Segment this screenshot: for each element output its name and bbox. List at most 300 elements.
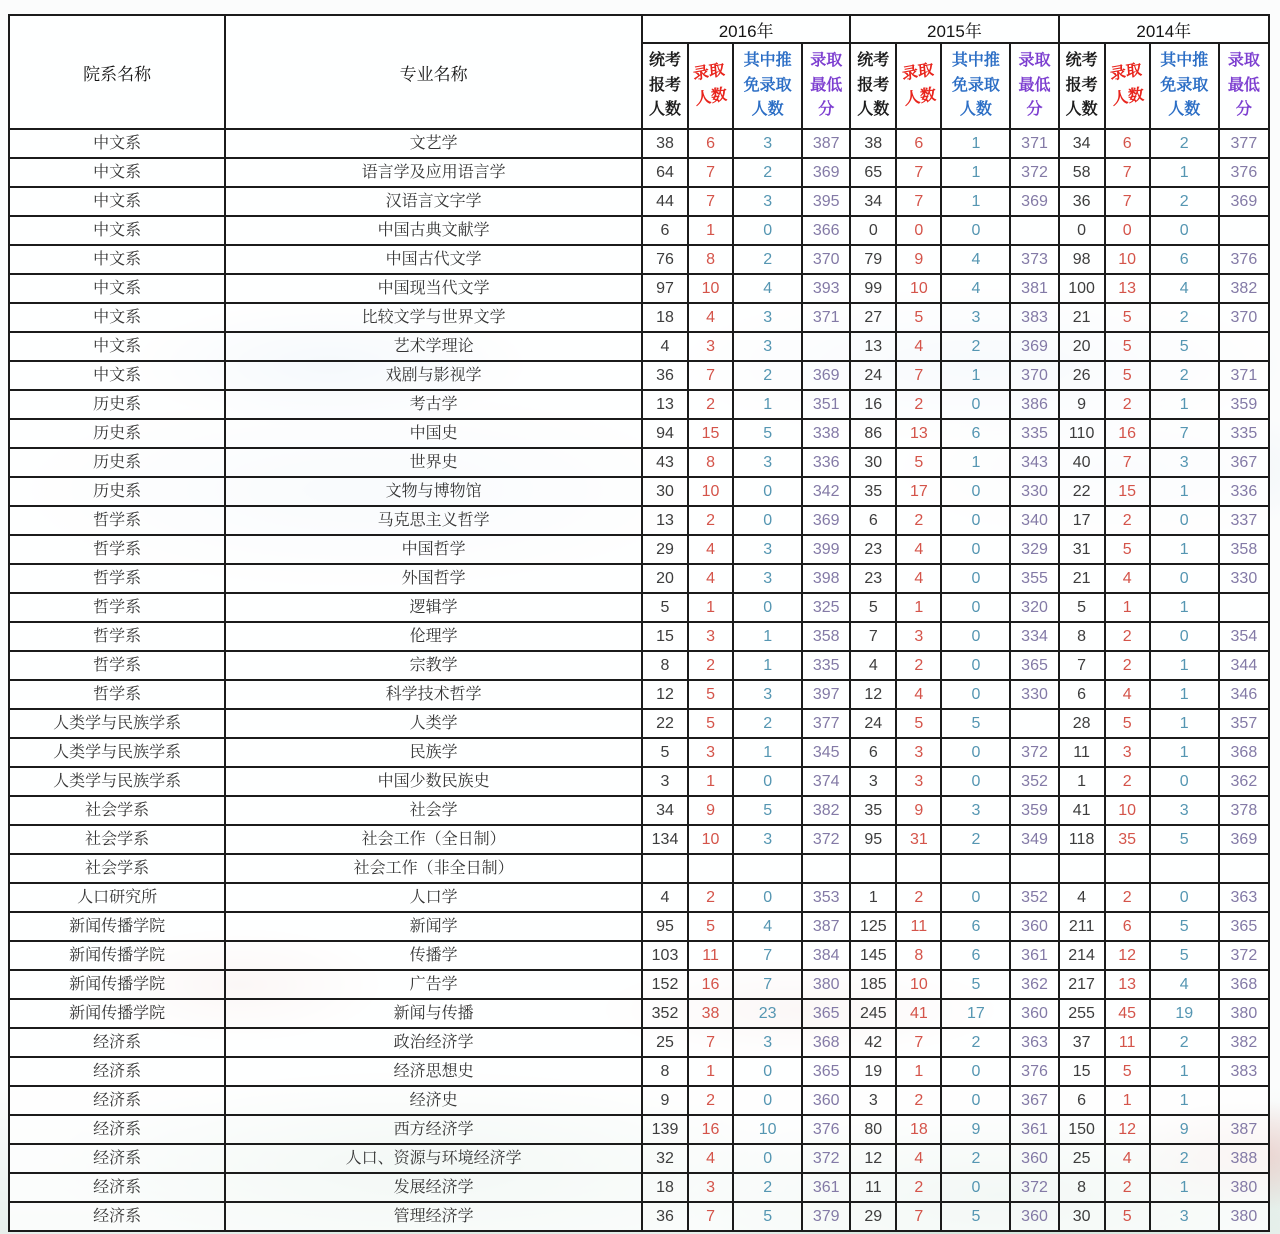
exempt-admitted-cell: 2 (941, 1028, 1010, 1057)
min-score-cell: 380 (1219, 1202, 1269, 1231)
exempt-admitted-cell: 0 (941, 593, 1010, 622)
stat-applicants-cell: 25 (1059, 1144, 1105, 1173)
admitted-cell: 7 (1105, 158, 1150, 187)
min-score-cell: 369 (1219, 187, 1269, 216)
exempt-admitted-cell: 5 (941, 709, 1010, 738)
stat-applicants-cell: 7 (1059, 651, 1105, 680)
exempt-admitted-cell: 0 (1150, 506, 1219, 535)
header-year-2015: 2015年 (850, 15, 1058, 43)
table-row (9, 796, 1269, 825)
admitted-cell: 8 (688, 245, 733, 274)
stat-applicants-cell: 65 (850, 158, 896, 187)
table-row (9, 419, 1269, 448)
stat-applicants-cell: 95 (642, 912, 688, 941)
min-score-cell: 342 (802, 477, 850, 506)
admitted-cell: 3 (688, 738, 733, 767)
stat-applicants-cell: 4 (1059, 883, 1105, 912)
min-score-cell: 381 (1010, 274, 1058, 303)
dept-cell: 哲学系 (9, 651, 225, 680)
table-row (9, 1173, 1269, 1202)
min-score-cell: 365 (802, 1057, 850, 1086)
dept-cell: 中文系 (9, 129, 225, 158)
stat-applicants-cell: 76 (642, 245, 688, 274)
admitted-cell: 4 (688, 564, 733, 593)
table-row (9, 593, 1269, 622)
min-score-cell (1219, 216, 1269, 245)
stat-applicants-cell: 6 (850, 738, 896, 767)
header-admitted-label: 录取人数 (692, 61, 729, 109)
dept-cell: 中文系 (9, 274, 225, 303)
exempt-admitted-cell: 1 (1150, 651, 1219, 680)
exempt-admitted-cell: 1 (1150, 477, 1219, 506)
admitted-cell: 1 (688, 767, 733, 796)
admitted-cell: 6 (688, 129, 733, 158)
admitted-cell: 0 (896, 216, 941, 245)
stat-applicants-cell: 29 (850, 1202, 896, 1231)
dept-cell: 哲学系 (9, 506, 225, 535)
major-cell: 科学技术哲学 (225, 680, 642, 709)
stat-applicants-cell: 217 (1059, 970, 1105, 999)
stat-applicants-cell: 28 (1059, 709, 1105, 738)
exempt-admitted-cell: 5 (733, 796, 802, 825)
stat-applicants-cell: 29 (642, 535, 688, 564)
exempt-admitted-cell: 0 (941, 1173, 1010, 1202)
exempt-admitted-cell: 3 (1150, 796, 1219, 825)
exempt-admitted-cell: 2 (733, 245, 802, 274)
admitted-cell: 5 (896, 448, 941, 477)
min-score-cell: 361 (1010, 941, 1058, 970)
major-cell: 中国古典文献学 (225, 216, 642, 245)
admitted-cell: 18 (896, 1115, 941, 1144)
dept-cell: 哲学系 (9, 680, 225, 709)
dept-cell: 中文系 (9, 158, 225, 187)
admitted-cell: 2 (896, 390, 941, 419)
stat-applicants-cell (1059, 854, 1105, 883)
exempt-admitted-cell: 3 (733, 303, 802, 332)
table-row (9, 1028, 1269, 1057)
stat-applicants-cell: 38 (850, 129, 896, 158)
min-score-cell (1219, 1086, 1269, 1115)
header-year-2014: 2014年 (1059, 15, 1269, 43)
admitted-cell: 7 (896, 1202, 941, 1231)
table-row (9, 245, 1269, 274)
header-admitted-2014 (1105, 43, 1150, 129)
table-row (9, 187, 1269, 216)
stat-applicants-cell: 19 (850, 1057, 896, 1086)
admitted-cell: 3 (896, 738, 941, 767)
header-admitted-2015 (896, 43, 941, 129)
min-score-cell: 355 (1010, 564, 1058, 593)
stat-applicants-cell: 86 (850, 419, 896, 448)
stat-applicants-cell: 6 (1059, 1086, 1105, 1115)
header-exam-applicants-label: 统考报考人数 (648, 51, 681, 119)
exempt-admitted-cell: 1 (941, 361, 1010, 390)
stat-applicants-cell: 15 (1059, 1057, 1105, 1086)
min-score-cell: 383 (1010, 303, 1058, 332)
min-score-cell: 382 (1219, 1028, 1269, 1057)
major-cell: 社会学 (225, 796, 642, 825)
exempt-admitted-cell: 0 (941, 883, 1010, 912)
min-score-cell: 377 (1219, 129, 1269, 158)
major-cell: 广告学 (225, 970, 642, 999)
table-row (9, 129, 1269, 158)
stat-applicants-cell: 16 (850, 390, 896, 419)
table-row (9, 825, 1269, 854)
admitted-cell: 6 (896, 129, 941, 158)
table-row (9, 680, 1269, 709)
major-cell: 管理经济学 (225, 1202, 642, 1231)
min-score-cell: 360 (802, 1086, 850, 1115)
min-score-cell: 345 (802, 738, 850, 767)
exempt-admitted-cell: 3 (733, 448, 802, 477)
table-row (9, 1086, 1269, 1115)
admitted-cell: 2 (1105, 506, 1150, 535)
admitted-cell: 5 (896, 303, 941, 332)
admitted-cell: 4 (1105, 1144, 1150, 1173)
exempt-admitted-cell: 1 (1150, 680, 1219, 709)
min-score-cell: 358 (802, 622, 850, 651)
exempt-admitted-cell: 1 (733, 651, 802, 680)
min-score-cell: 372 (1219, 941, 1269, 970)
stat-applicants-cell: 139 (642, 1115, 688, 1144)
admitted-cell: 2 (688, 1086, 733, 1115)
admitted-cell: 7 (688, 361, 733, 390)
stat-applicants-cell: 9 (642, 1086, 688, 1115)
dept-cell: 经济系 (9, 1173, 225, 1202)
dept-cell: 哲学系 (9, 622, 225, 651)
min-score-cell: 357 (1219, 709, 1269, 738)
stat-applicants-cell: 6 (642, 216, 688, 245)
min-score-cell: 330 (1010, 477, 1058, 506)
exempt-admitted-cell: 0 (1150, 767, 1219, 796)
exempt-admitted-cell: 1 (941, 187, 1010, 216)
stat-applicants-cell: 8 (1059, 1173, 1105, 1202)
header-dept: 院系名称 (9, 15, 225, 129)
exempt-admitted-cell: 3 (733, 564, 802, 593)
admitted-cell: 5 (1105, 535, 1150, 564)
min-score-cell: 384 (802, 941, 850, 970)
dept-cell: 历史系 (9, 390, 225, 419)
exempt-admitted-cell: 1 (941, 158, 1010, 187)
table-row (9, 564, 1269, 593)
min-score-cell: 388 (1219, 1144, 1269, 1173)
table-row (9, 216, 1269, 245)
table-row (9, 651, 1269, 680)
exempt-admitted-cell: 5 (1150, 332, 1219, 361)
exempt-admitted-cell: 2 (1150, 129, 1219, 158)
stat-applicants-cell: 12 (642, 680, 688, 709)
admitted-cell: 5 (1105, 1057, 1150, 1086)
exempt-admitted-cell: 1 (1150, 709, 1219, 738)
exempt-admitted-cell: 1 (1150, 1057, 1219, 1086)
stat-applicants-cell: 1 (850, 883, 896, 912)
min-score-cell: 387 (1219, 1115, 1269, 1144)
admitted-cell: 8 (688, 448, 733, 477)
exempt-admitted-cell: 0 (1150, 622, 1219, 651)
min-score-cell: 363 (1219, 883, 1269, 912)
header-min-score-2016 (802, 43, 850, 129)
admitted-cell: 5 (688, 709, 733, 738)
admitted-cell: 45 (1105, 999, 1150, 1028)
min-score-cell: 376 (1219, 158, 1269, 187)
admitted-cell: 2 (1105, 390, 1150, 419)
stat-applicants-cell: 22 (642, 709, 688, 738)
admitted-cell: 5 (896, 709, 941, 738)
stat-applicants-cell: 9 (1059, 390, 1105, 419)
table-row (9, 883, 1269, 912)
admitted-cell: 6 (1105, 912, 1150, 941)
exempt-admitted-cell: 1 (941, 448, 1010, 477)
min-score-cell: 369 (802, 361, 850, 390)
stat-applicants-cell: 145 (850, 941, 896, 970)
stat-applicants-cell: 15 (642, 622, 688, 651)
dept-cell: 新闻传播学院 (9, 999, 225, 1028)
min-score-cell: 349 (1010, 825, 1058, 854)
admitted-cell: 4 (896, 680, 941, 709)
admitted-cell: 1 (896, 1057, 941, 1086)
min-score-cell: 369 (1010, 187, 1058, 216)
min-score-cell: 335 (1010, 419, 1058, 448)
min-score-cell (802, 332, 850, 361)
dept-cell: 社会学系 (9, 796, 225, 825)
stat-applicants-cell: 245 (850, 999, 896, 1028)
min-score-cell: 359 (1219, 390, 1269, 419)
admitted-cell: 16 (1105, 419, 1150, 448)
min-score-cell: 395 (802, 187, 850, 216)
stat-applicants-cell: 4 (642, 883, 688, 912)
min-score-cell: 387 (802, 129, 850, 158)
admitted-cell: 2 (1105, 767, 1150, 796)
major-cell: 马克思主义哲学 (225, 506, 642, 535)
admitted-cell: 2 (688, 390, 733, 419)
exempt-admitted-cell: 0 (941, 651, 1010, 680)
min-score-cell: 397 (802, 680, 850, 709)
major-cell: 社会工作（全日制） (225, 825, 642, 854)
exempt-admitted-cell: 0 (941, 1057, 1010, 1086)
admitted-cell: 16 (688, 970, 733, 999)
exempt-admitted-cell: 5 (733, 419, 802, 448)
min-score-cell: 338 (802, 419, 850, 448)
exempt-admitted-cell: 3 (733, 332, 802, 361)
exempt-admitted-cell: 2 (941, 1144, 1010, 1173)
min-score-cell: 399 (802, 535, 850, 564)
exempt-admitted-cell (1150, 854, 1219, 883)
table-row (9, 999, 1269, 1028)
stat-applicants-cell: 35 (850, 477, 896, 506)
major-cell: 民族学 (225, 738, 642, 767)
major-cell: 比较文学与世界文学 (225, 303, 642, 332)
exempt-admitted-cell: 7 (733, 941, 802, 970)
major-cell: 人口学 (225, 883, 642, 912)
exempt-admitted-cell: 1 (733, 390, 802, 419)
dept-cell: 新闻传播学院 (9, 912, 225, 941)
stat-applicants-cell: 4 (642, 332, 688, 361)
table-row (9, 767, 1269, 796)
admitted-cell: 10 (1105, 796, 1150, 825)
exempt-admitted-cell: 0 (941, 767, 1010, 796)
header-exempt-admitted-label: 其中推免录取人数 (1160, 51, 1209, 119)
admitted-cell: 2 (688, 883, 733, 912)
admitted-cell: 16 (688, 1115, 733, 1144)
min-score-cell (1219, 593, 1269, 622)
admitted-cell: 11 (1105, 1028, 1150, 1057)
stat-applicants-cell: 27 (850, 303, 896, 332)
exempt-admitted-cell: 0 (733, 506, 802, 535)
major-cell: 宗教学 (225, 651, 642, 680)
exempt-admitted-cell: 2 (733, 709, 802, 738)
min-score-cell: 367 (1219, 448, 1269, 477)
admitted-cell: 9 (896, 245, 941, 274)
dept-cell: 人口研究所 (9, 883, 225, 912)
stat-applicants-cell: 36 (642, 1202, 688, 1231)
min-score-cell: 337 (1219, 506, 1269, 535)
admitted-cell: 13 (896, 419, 941, 448)
header-min-score-label: 录取最低分 (1227, 51, 1260, 119)
exempt-admitted-cell: 4 (941, 245, 1010, 274)
admitted-cell: 4 (688, 535, 733, 564)
stat-applicants-cell: 42 (850, 1028, 896, 1057)
major-cell: 中国哲学 (225, 535, 642, 564)
dept-cell: 新闻传播学院 (9, 970, 225, 999)
min-score-cell: 360 (1010, 1144, 1058, 1173)
exempt-admitted-cell: 0 (733, 1144, 802, 1173)
stat-applicants-cell: 255 (1059, 999, 1105, 1028)
admitted-cell: 7 (896, 158, 941, 187)
exempt-admitted-cell: 9 (941, 1115, 1010, 1144)
exempt-admitted-cell: 6 (941, 419, 1010, 448)
table-row (9, 1202, 1269, 1231)
admitted-cell: 10 (688, 825, 733, 854)
table-row (9, 1057, 1269, 1086)
major-cell: 经济思想史 (225, 1057, 642, 1086)
stat-applicants-cell: 8 (642, 651, 688, 680)
admitted-cell: 5 (1105, 709, 1150, 738)
stat-applicants-cell: 134 (642, 825, 688, 854)
admitted-cell: 2 (896, 651, 941, 680)
admitted-cell: 7 (688, 158, 733, 187)
min-score-cell: 368 (1219, 970, 1269, 999)
major-cell: 文艺学 (225, 129, 642, 158)
min-score-cell: 330 (1219, 564, 1269, 593)
stat-applicants-cell (850, 854, 896, 883)
admitted-cell: 2 (896, 506, 941, 535)
dept-cell: 人类学与民族学系 (9, 738, 225, 767)
admitted-cell: 11 (896, 912, 941, 941)
exempt-admitted-cell: 0 (941, 1086, 1010, 1115)
admitted-cell: 7 (1105, 187, 1150, 216)
major-cell: 发展经济学 (225, 1173, 642, 1202)
major-cell: 政治经济学 (225, 1028, 642, 1057)
table-row (9, 274, 1269, 303)
exempt-admitted-cell: 0 (941, 390, 1010, 419)
table-row (9, 1144, 1269, 1173)
min-score-cell: 359 (1010, 796, 1058, 825)
table-row (9, 390, 1269, 419)
stat-applicants-cell: 98 (1059, 245, 1105, 274)
exempt-admitted-cell: 0 (733, 1057, 802, 1086)
stat-applicants-cell: 5 (642, 738, 688, 767)
dept-cell: 经济系 (9, 1086, 225, 1115)
admitted-cell: 4 (1105, 564, 1150, 593)
min-score-cell: 382 (802, 796, 850, 825)
exempt-admitted-cell: 3 (733, 187, 802, 216)
dept-cell: 中文系 (9, 216, 225, 245)
min-score-cell: 374 (802, 767, 850, 796)
min-score-cell (1219, 332, 1269, 361)
exempt-admitted-cell: 1 (1150, 593, 1219, 622)
major-cell: 中国少数民族史 (225, 767, 642, 796)
exempt-admitted-cell: 2 (1150, 1028, 1219, 1057)
stat-applicants-cell: 17 (1059, 506, 1105, 535)
major-cell: 文物与博物馆 (225, 477, 642, 506)
table-row (9, 303, 1269, 332)
exempt-admitted-cell: 3 (1150, 448, 1219, 477)
admitted-cell: 1 (688, 593, 733, 622)
exempt-admitted-cell: 2 (733, 361, 802, 390)
exempt-admitted-cell: 1 (1150, 158, 1219, 187)
admitted-cell: 35 (1105, 825, 1150, 854)
dept-cell: 历史系 (9, 477, 225, 506)
min-score-cell: 360 (1010, 912, 1058, 941)
admitted-cell: 3 (688, 1173, 733, 1202)
min-score-cell: 383 (1219, 1057, 1269, 1086)
stat-applicants-cell: 3 (642, 767, 688, 796)
min-score-cell: 370 (1010, 361, 1058, 390)
admitted-cell: 5 (688, 680, 733, 709)
exempt-admitted-cell: 3 (733, 129, 802, 158)
stat-applicants-cell: 110 (1059, 419, 1105, 448)
stat-applicants-cell: 6 (1059, 680, 1105, 709)
stat-applicants-cell (642, 854, 688, 883)
stat-applicants-cell: 21 (1059, 564, 1105, 593)
stat-applicants-cell: 185 (850, 970, 896, 999)
year-header-row (9, 15, 1269, 43)
min-score-cell: 372 (1010, 738, 1058, 767)
exempt-admitted-cell: 3 (733, 680, 802, 709)
major-cell: 戏剧与影视学 (225, 361, 642, 390)
min-score-cell: 361 (1010, 1115, 1058, 1144)
stat-applicants-cell: 35 (850, 796, 896, 825)
min-score-cell (1010, 709, 1058, 738)
exempt-admitted-cell: 2 (733, 158, 802, 187)
header-exempt-admitted-2016 (733, 43, 802, 129)
admitted-cell: 10 (688, 477, 733, 506)
exempt-admitted-cell: 1 (1150, 1086, 1219, 1115)
stat-applicants-cell: 40 (1059, 448, 1105, 477)
exempt-admitted-cell: 0 (941, 680, 1010, 709)
exempt-admitted-cell: 0 (1150, 216, 1219, 245)
exempt-admitted-cell: 2 (941, 825, 1010, 854)
admitted-cell: 41 (896, 999, 941, 1028)
min-score-cell: 352 (1010, 767, 1058, 796)
min-score-cell: 336 (802, 448, 850, 477)
exempt-admitted-cell: 0 (941, 564, 1010, 593)
admitted-cell: 1 (896, 593, 941, 622)
dept-cell: 社会学系 (9, 825, 225, 854)
stat-applicants-cell: 0 (1059, 216, 1105, 245)
stat-applicants-cell: 95 (850, 825, 896, 854)
table-row (9, 448, 1269, 477)
admitted-cell: 13 (1105, 970, 1150, 999)
exempt-admitted-cell: 7 (733, 970, 802, 999)
exempt-admitted-cell: 2 (1150, 303, 1219, 332)
stat-applicants-cell: 4 (850, 651, 896, 680)
admitted-cell: 7 (1105, 448, 1150, 477)
exempt-admitted-cell: 5 (1150, 941, 1219, 970)
stat-applicants-cell: 118 (1059, 825, 1105, 854)
exempt-admitted-cell: 0 (733, 477, 802, 506)
exempt-admitted-cell: 1 (941, 129, 1010, 158)
